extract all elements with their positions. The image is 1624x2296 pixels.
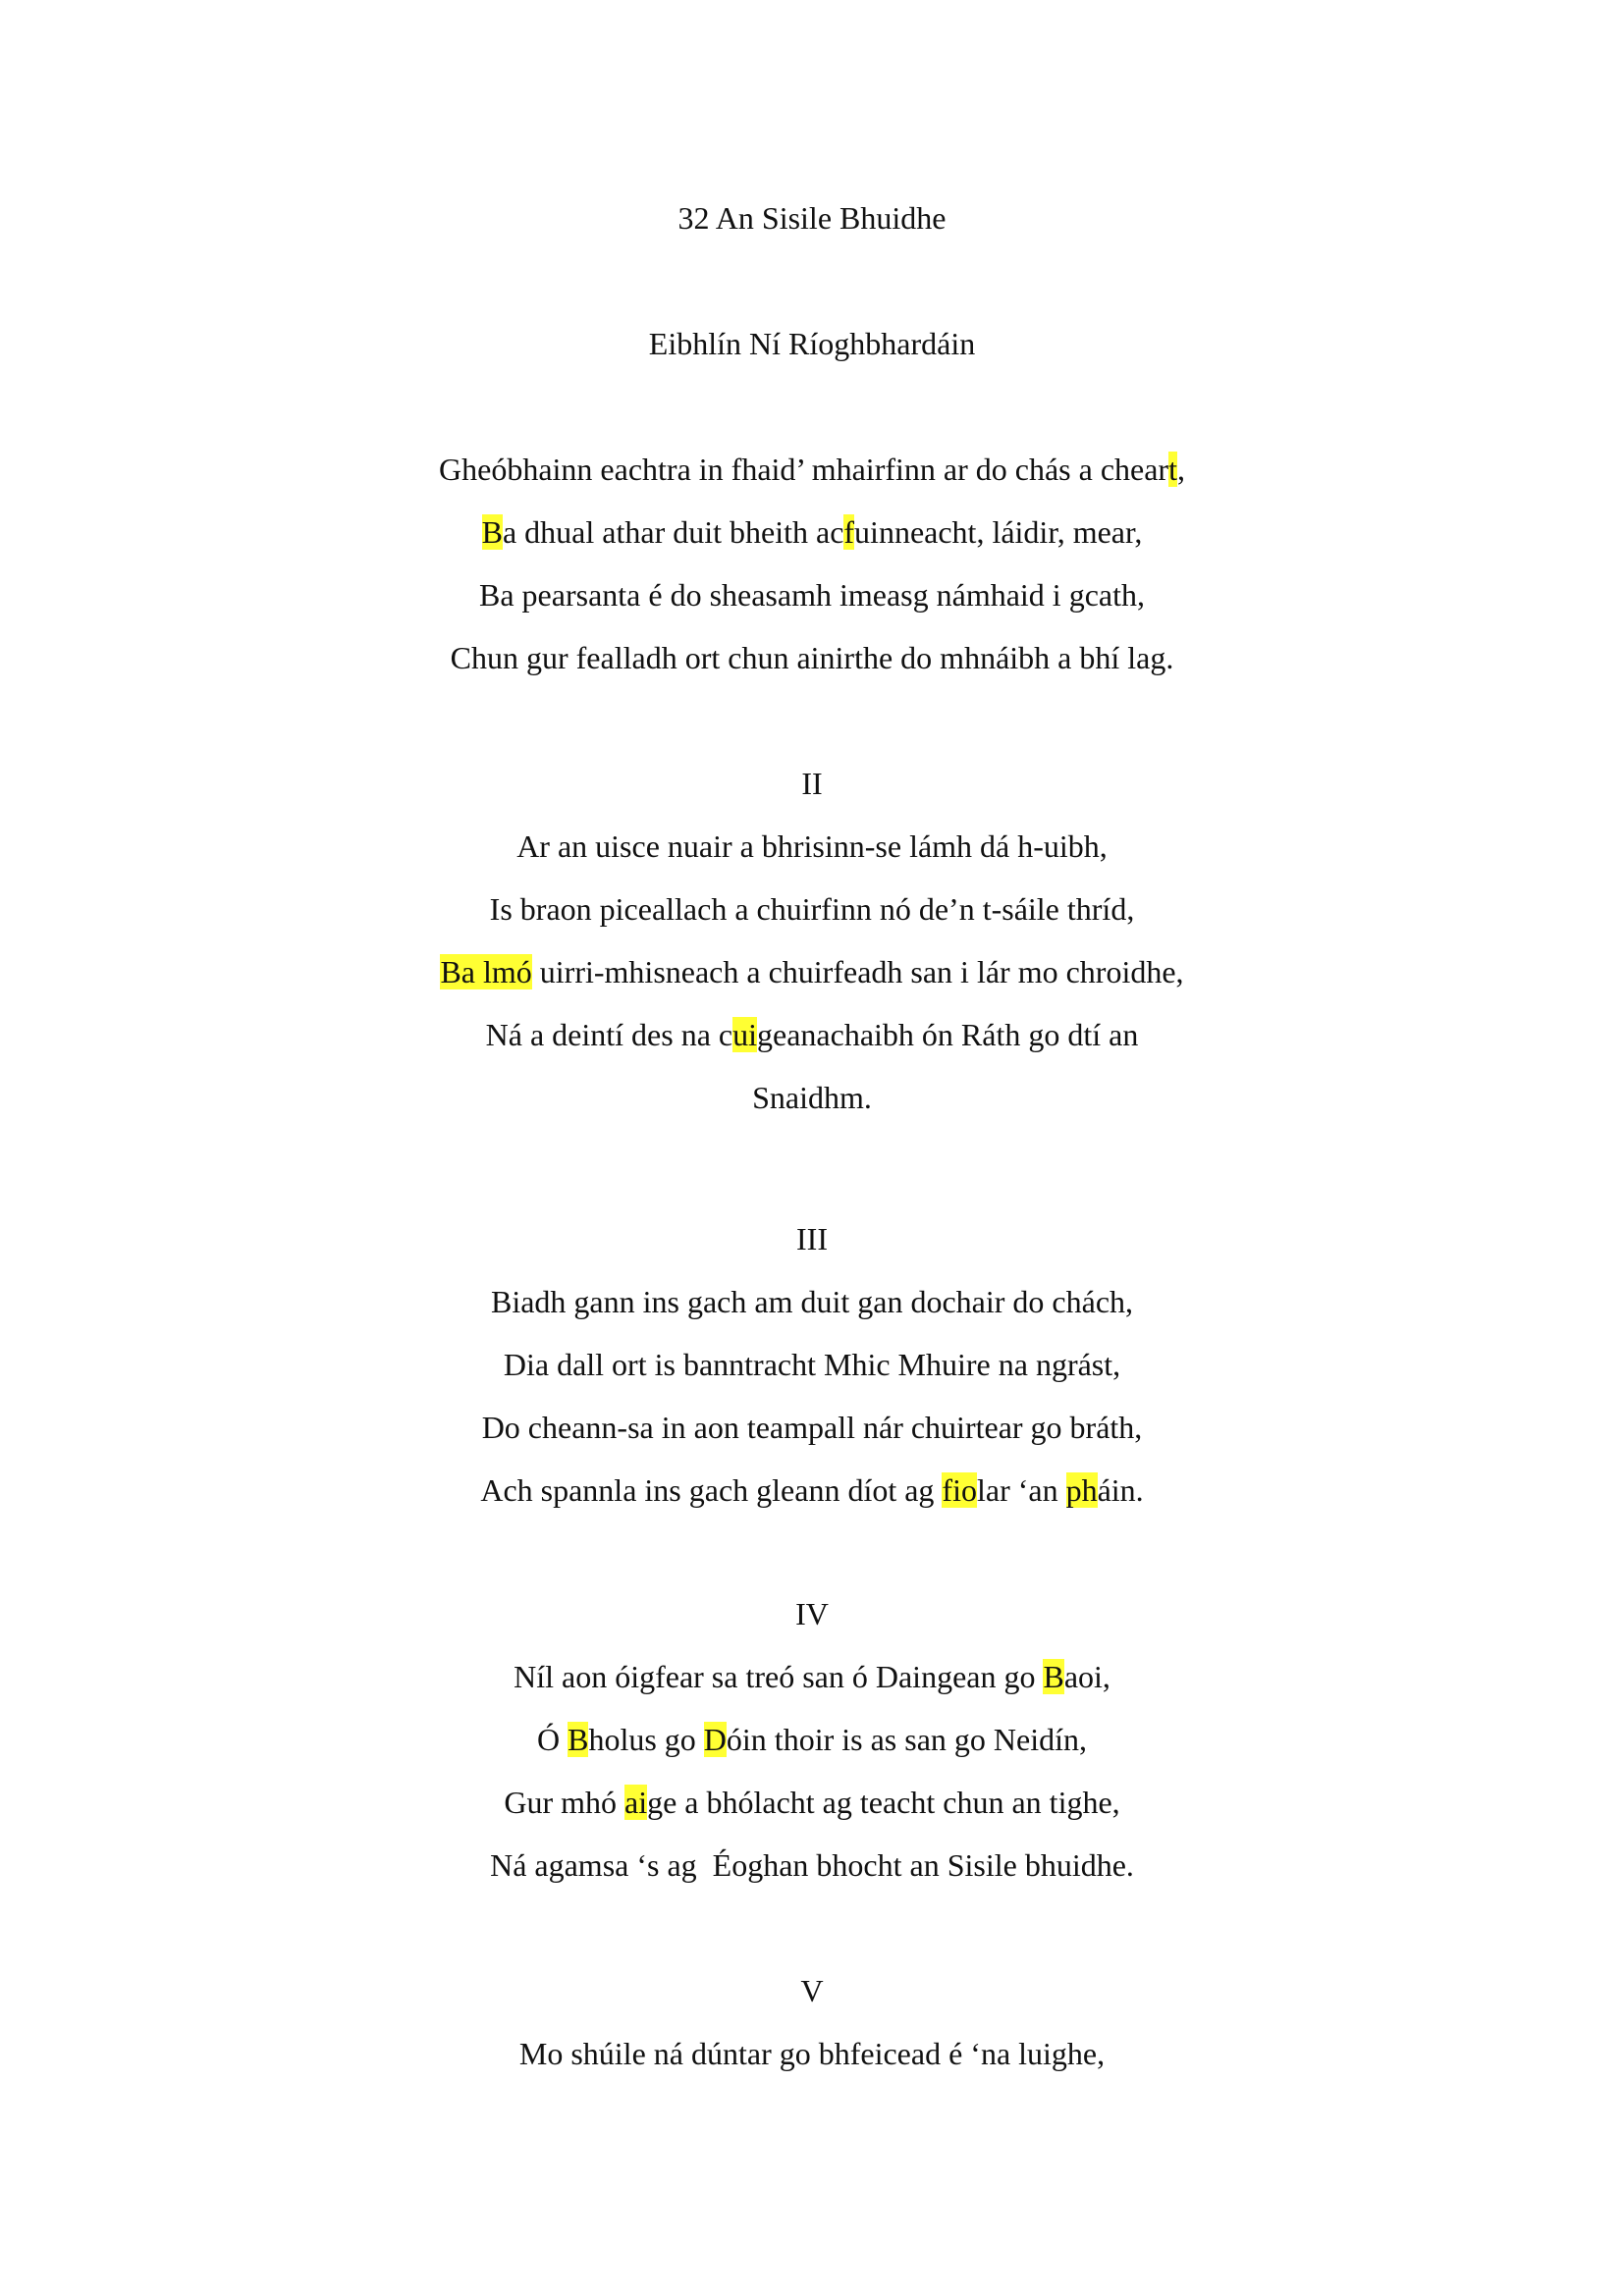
line-text: óin thoir is as san go Neidín, <box>726 1722 1087 1757</box>
line-text: Mo shúile ná dúntar go bhfeicead é ‘na luighe, <box>518 2036 1106 2071</box>
poem-line <box>0 827 1624 866</box>
line-text: Ar an uisce nuair a bhrisinn-se lámh dá h-uibh, <box>516 828 1108 864</box>
stanza-number: V <box>800 1973 824 2008</box>
poem-line <box>0 1345 1624 1384</box>
highlighted-text: Ba lmó <box>440 954 532 989</box>
poem-line <box>0 1657 1624 1696</box>
highlighted-text: B <box>568 1722 589 1757</box>
poem-line <box>0 1470 1624 1510</box>
line-text: lar ‘an <box>976 1472 1066 1508</box>
line-text: Ba pearsanta é do sheasamh imeasg námhaid i gcath, <box>479 577 1145 613</box>
poem-line <box>0 2034 1624 2073</box>
line-text: aoi, <box>1063 1659 1110 1694</box>
poem-line <box>0 1408 1624 1447</box>
line-text: áin. <box>1097 1472 1144 1508</box>
line-text: Ach spannla ins gach gleann díot ag <box>480 1472 943 1508</box>
poem-line <box>0 1720 1624 1759</box>
line-text: holus go <box>588 1722 704 1757</box>
poem-line <box>0 952 1624 991</box>
stanza-number: III <box>796 1221 828 1256</box>
line-text: , <box>1176 452 1185 487</box>
highlighted-text: ph <box>1065 1472 1098 1508</box>
line-text: Is braon piceallach a chuirfinn nó de’n t-sáile thríd, <box>489 891 1135 927</box>
line-text: Ó <box>537 1722 568 1757</box>
poem-line <box>0 1845 1624 1885</box>
poem-line <box>0 1783 1624 1822</box>
line-text: Chun gur fealladh ort chun ainirthe do mhnáibh a bhí lag. <box>450 640 1174 675</box>
line-text: Dia dall ort is banntracht Mhic Mhuire na ngrást, <box>503 1347 1121 1382</box>
poem-line <box>0 450 1624 489</box>
line-text: Níl aon óigfear sa treó san ó Daingean go <box>514 1659 1044 1694</box>
line-text: Do cheann-sa in aon teampall nár chuirtear go bráth, <box>481 1410 1143 1445</box>
highlighted-text: ai <box>623 1785 648 1820</box>
highlighted-text: f <box>843 514 855 550</box>
line-text: ge a bhólacht ag teacht chun an tighe, <box>647 1785 1120 1820</box>
highlighted-text: B <box>1043 1659 1064 1694</box>
highlighted-text: t <box>1168 452 1177 487</box>
poem-line <box>0 1015 1624 1054</box>
highlighted-text: D <box>703 1722 727 1757</box>
poem-line <box>0 638 1624 677</box>
line-text: Snaidhm. <box>752 1080 872 1115</box>
highlighted-text: B <box>481 514 503 550</box>
line-text: Gheóbhainn eachtra in fhaid’ mhairfinn ar do chás a chear <box>439 452 1169 487</box>
line-text: uinneacht, láidir, mear, <box>854 514 1143 550</box>
line-text: uirri-mhisneach a chuirfeadh san i lár mo chroidhe, <box>531 954 1184 989</box>
line-text: Ná agamsa ‘s ag Éoghan bhocht an Sisile bhuidhe. <box>490 1847 1134 1883</box>
stanza-number: II <box>801 766 823 801</box>
poem-line <box>0 889 1624 929</box>
highlighted-text: fio <box>942 1472 977 1508</box>
poem-author: Eibhlín Ní Ríoghbhardáin <box>648 326 976 361</box>
line-text: Gur mhó <box>504 1785 624 1820</box>
poem-line <box>0 1078 1624 1117</box>
highlighted-text: ui <box>732 1017 757 1052</box>
stanza-number: IV <box>795 1596 829 1631</box>
line-text: Biadh gann ins gach am duit gan dochair do chách, <box>490 1284 1134 1319</box>
line-text: a dhual athar duit bheith ac <box>502 514 844 550</box>
poem-line <box>0 512 1624 552</box>
poem-title: 32 An Sisile Bhuidhe <box>677 200 947 236</box>
poem-line <box>0 575 1624 614</box>
line-text: Ná a deintí des na c <box>485 1017 733 1052</box>
poem-line <box>0 1282 1624 1321</box>
line-text: geanachaibh ón Ráth go dtí an <box>757 1017 1139 1052</box>
